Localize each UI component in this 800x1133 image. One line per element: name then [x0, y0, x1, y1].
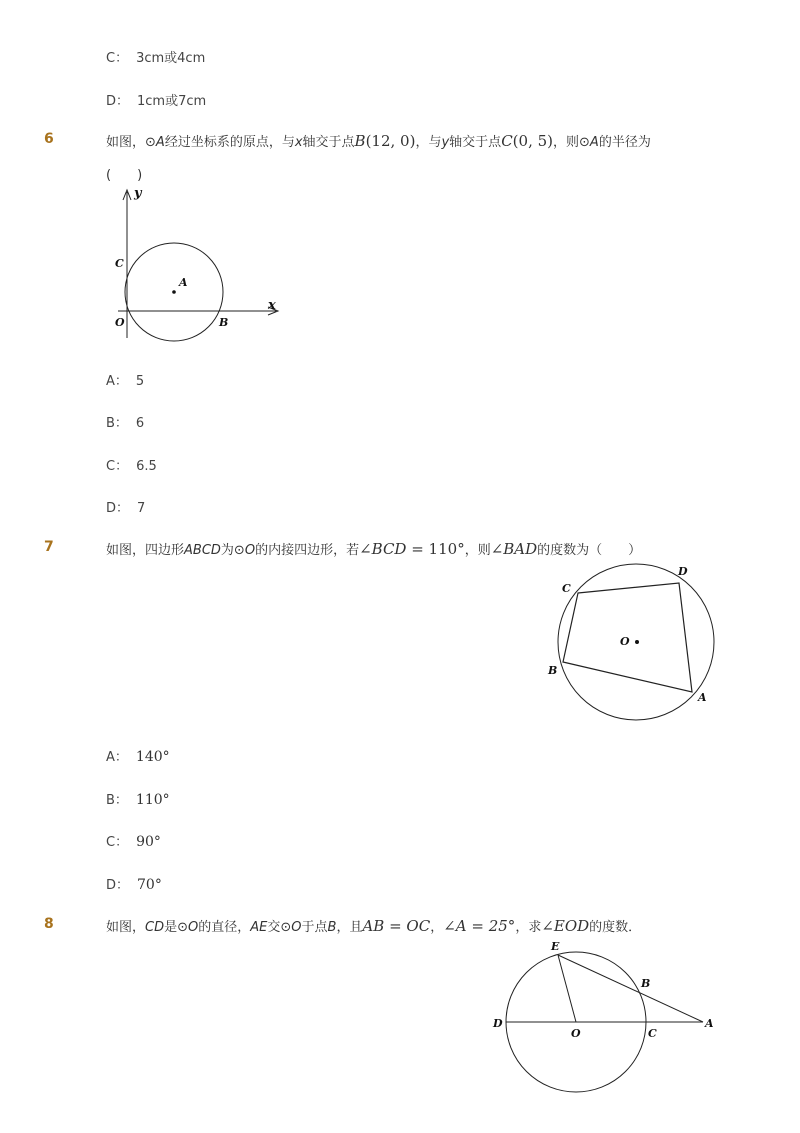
option-letter: A： — [106, 374, 128, 389]
answer-paren: ( ) — [106, 168, 143, 183]
label-o: O — [620, 635, 630, 648]
label-e: E — [551, 940, 560, 953]
line-ea — [558, 955, 703, 1022]
q8-figure — [485, 935, 725, 1095]
question-number-7: 7 — [44, 539, 54, 555]
label-o: O — [115, 316, 125, 329]
label-b: B — [548, 664, 558, 677]
option-value: 6 — [135, 416, 145, 431]
option-letter: D： — [106, 94, 130, 109]
option-letter: C： — [106, 835, 129, 850]
option-value: 110° — [135, 792, 170, 808]
question-8-text: 如图，CD是⊙O的直径，AE交⊙O于点B，且AB = OC，∠A = 25°，求∠EOD的度数． — [106, 917, 642, 935]
q6-option-a[interactable] — [106, 370, 144, 389]
question-number-6: 6 — [44, 131, 54, 147]
label-d: D — [493, 1017, 503, 1030]
option-value: 5 — [135, 374, 145, 389]
label-d: D — [678, 565, 688, 578]
center-point-o — [635, 640, 639, 644]
center-point-a — [172, 290, 176, 294]
option-value: 7 — [137, 501, 146, 516]
label-y: y — [134, 186, 142, 201]
question-7-text: 如图，四边形ABCD为⊙O的内接四边形，若∠BCD = 110°，则∠BAD的度数为（ ） — [106, 540, 642, 558]
label-a: A — [179, 276, 188, 289]
option-value: 6.5 — [136, 459, 157, 474]
option-letter: C： — [106, 459, 129, 474]
question-number-8: 8 — [44, 916, 54, 932]
q5-option-c[interactable] — [106, 47, 205, 66]
q6-figure — [100, 180, 290, 350]
label-b: B — [641, 977, 651, 990]
q5-option-d[interactable] — [106, 90, 206, 109]
option-letter: D： — [106, 878, 130, 893]
option-value: 140° — [135, 749, 170, 765]
label-c: C — [115, 257, 124, 270]
option-letter: B： — [106, 416, 128, 431]
option-letter: D： — [106, 501, 130, 516]
question-6-text: 如图，⊙A经过坐标系的原点，与x轴交于点B(12, 0)，与y轴交于点C(0, 5)，则⊙A的半径为 — [106, 132, 651, 150]
q7-figure — [540, 555, 730, 730]
option-letter: B： — [106, 793, 128, 808]
label-b: B — [219, 316, 229, 329]
q6-option-d[interactable] — [106, 497, 145, 516]
label-a: A — [705, 1017, 714, 1030]
label-c: C — [562, 582, 571, 595]
label-a: A — [698, 691, 707, 704]
q7-option-a[interactable] — [106, 746, 170, 765]
option-value: 70° — [137, 877, 162, 893]
q7-option-c[interactable] — [106, 831, 161, 850]
label-c: C — [648, 1027, 657, 1040]
option-value: 90° — [136, 834, 161, 850]
q6-option-b[interactable] — [106, 412, 144, 431]
q7-option-b[interactable] — [106, 789, 170, 808]
option-value: 1cm或7cm — [137, 94, 207, 109]
line-eo — [558, 955, 576, 1022]
option-value: 3cm或4cm — [136, 51, 206, 66]
option-letter: A： — [106, 750, 128, 765]
q6-option-c[interactable] — [106, 455, 157, 474]
option-letter: C： — [106, 51, 129, 66]
q7-option-d[interactable] — [106, 874, 162, 893]
label-x: x — [268, 298, 276, 313]
label-o: O — [571, 1027, 581, 1040]
